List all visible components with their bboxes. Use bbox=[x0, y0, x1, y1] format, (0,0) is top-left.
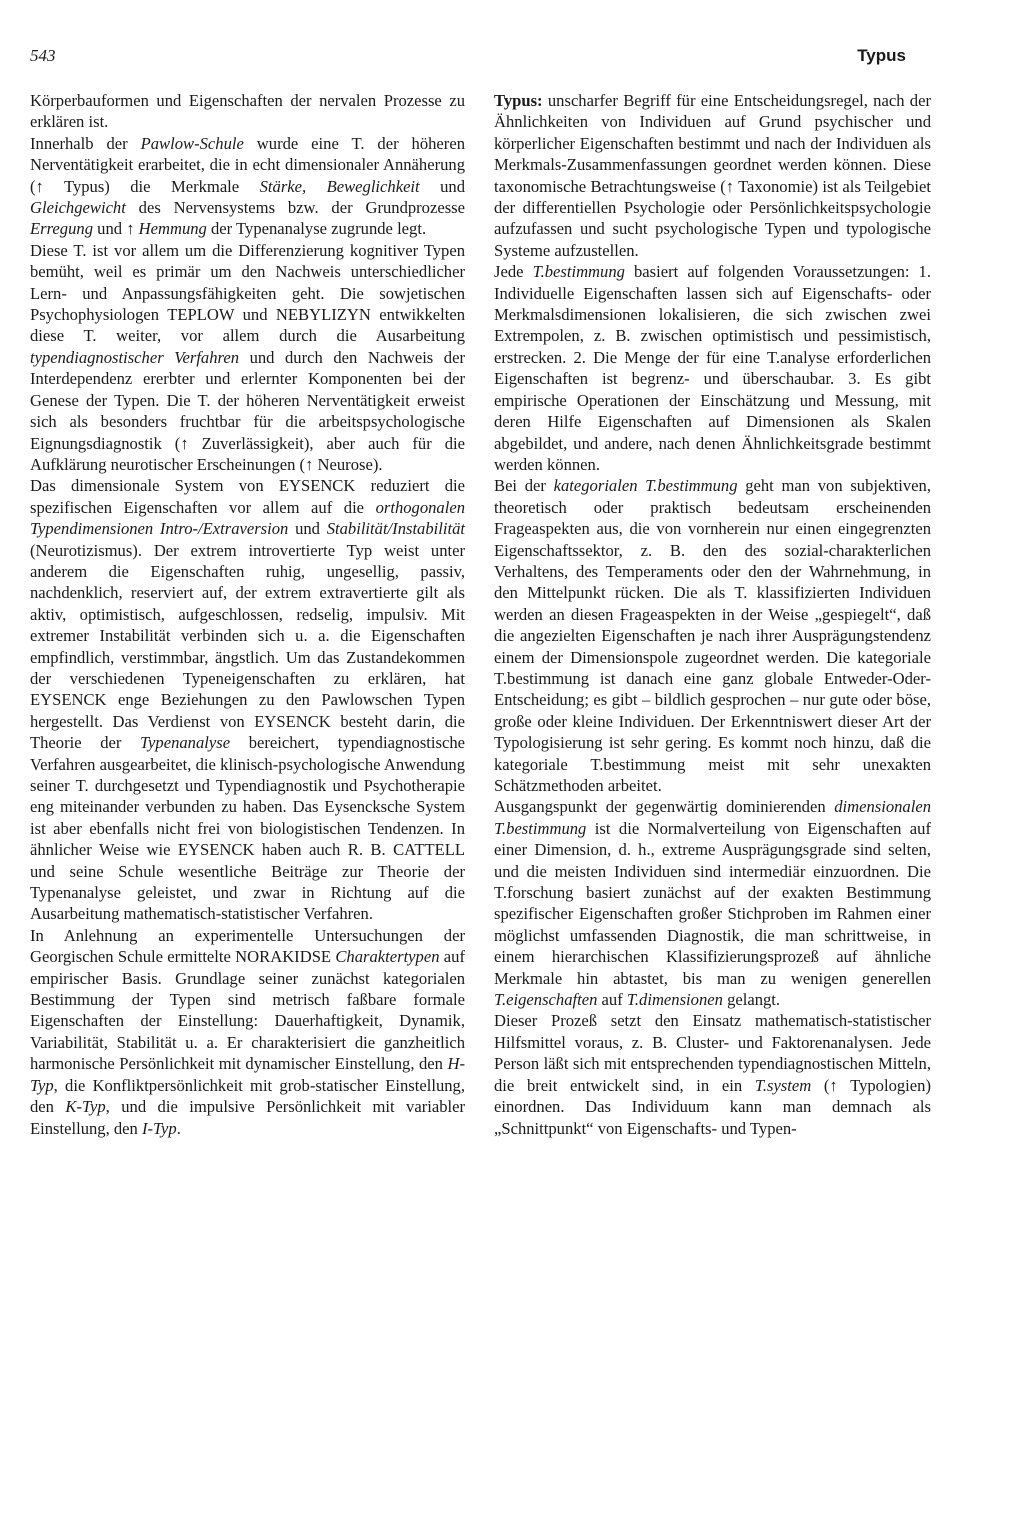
text-run: Diese T. ist vor allem um die Differenzierung kognitiver Typen bemüht, weil es primär um den Nachweis unterschiedlicher Lern- und Anpassungsfähigkeiten geht. Die sowjetischen Psychophysiologen TEPLOW und NEBYLIZYN entwikkelten diese T. weiter, vor allem durch die Ausarbeitung bbox=[30, 240, 465, 346]
italic-term: T.eigenschaften bbox=[494, 990, 598, 1010]
text-run: . bbox=[176, 1118, 181, 1138]
italic-term: T.dimensionen bbox=[626, 990, 723, 1010]
text-run: bereichert, typendiagnostische Verfahren ausgearbeitet, die klinisch-psychologische Anwendung seiner T. durchgesetzt und Typendiagnostik und Psychotherapie eng miteinander verbunden zu haben. Das Eysencksche System ist aber ebenfalls nicht frei von biologistischen Tendenzen. In ähnlicher Weise wie EYSENCK haben auch R. B. CATTELL und seine Schule wesentliche Beiträge zur Theorie der Typenanalyse geleistet, und zwar in Richtung auf die Ausarbeitung mathematisch-statistischer Verfahren. bbox=[30, 733, 465, 924]
italic-term: K-Typ bbox=[65, 1097, 106, 1117]
paragraph bbox=[494, 796, 931, 1010]
paragraph bbox=[494, 90, 931, 261]
paragraph bbox=[30, 475, 465, 925]
paragraph bbox=[30, 925, 465, 1139]
text-run: auf bbox=[597, 990, 627, 1010]
text-run: Das dimensionale System von EYSENCK reduziert die spezifischen Eigenschaften vor allem auf die bbox=[30, 476, 465, 517]
text-run: und durch den Nachweis der Interdependenz ererbter und erlernter Komponenten bei der Genese der Typen. Die T. der höheren Nerventätigkeit erweist sich als besonders fruchtbar für die arbeitspsychologische Eignungsdiagnostik (↑ Zuverlässigkeit), aber auch für die Aufklärung neurotischer Erscheinungen (↑ Neurose). bbox=[30, 347, 465, 474]
italic-term: Stabilität/Instabilität bbox=[326, 519, 465, 539]
text-run: und bbox=[288, 519, 327, 539]
text-run: Bei der bbox=[494, 476, 554, 496]
text-run: , die Konfliktpersönlichkeit mit grob-statischer Einstellung, den bbox=[30, 1075, 465, 1117]
italic-term: Erregung bbox=[30, 219, 93, 239]
italic-term: typendiagnostischer Verfahren bbox=[30, 347, 240, 367]
text-run: Dieser Prozeß setzt den Einsatz mathematisch-statistischer Hilfsmittel voraus, z. B. Cluster- und Faktorenanalysen. Jede Person läßt sich mit entsprechenden typendiagnostischen Mitteln, die breit entwickelt sind, in ein bbox=[494, 1011, 931, 1095]
italic-term: I-Typ bbox=[142, 1118, 177, 1138]
text-run: und ↑ bbox=[93, 219, 139, 239]
entry-term: Typus: bbox=[494, 91, 543, 110]
page-number: 543 bbox=[30, 46, 56, 65]
running-head: Typus bbox=[857, 46, 906, 65]
text-run: wurde eine T. der höheren Nerventätigkeit erarbeitet, die in echt dimensionaler Annäherung (↑ Typus) die Merkmale bbox=[30, 133, 465, 196]
text-run: Ausgangspunkt der gegenwärtig dominierenden bbox=[494, 797, 835, 817]
text-run: In Anlehnung an experimentelle Untersuchungen der Georgischen Schule ermittelte NORAKIDSE bbox=[30, 925, 465, 967]
italic-term: Stärke, Beweglichkeit bbox=[259, 176, 420, 196]
text-run: Innerhalb der bbox=[30, 133, 141, 153]
italic-term: T.system bbox=[754, 1075, 812, 1095]
text-run: unscharfer Begriff für eine Entscheidungsregel, nach der Ähnlichkeiten von Individuen auf Grund psychischer und körperlicher Eigenschaften bestimmt und nach der Individuen als Merkmals-Zusammenfassungen geordnet werden können. Diese taxonomische Betrachtungsweise (↑ Taxonomie) ist als Teilgebiet der differentiellen Psychologie oder Persönlichkeitspsychologie aufzufassen und sucht psychologische Typen und typologische Systeme aufzustellen. bbox=[494, 91, 931, 260]
italic-term: Hemmung bbox=[138, 219, 207, 239]
text-run: (Neurotizismus). Der extrem introvertierte Typ weist unter anderem die Eigenschaften ruhig, ungesellig, passiv, nachdenklich, reserviert auf, der extrem extravertierte gilt als aktiv, optimistisch, aufgeschlossen, redselig, impulsiv. Mit extremer Instabilität verbinden sich u. a. die Eigenschaften empfindlich, verstimmbar, ängstlich. Um das Zustandekommen der verschiedenen Typeneigenschaften zu erklären, hat EYSENCK enge Beziehungen zu den Pawlowschen Typen hergestellt. Das Verdienst von EYSENCK besteht darin, die Theorie der bbox=[30, 540, 465, 753]
right-column bbox=[494, 90, 931, 1139]
text-run: ist die Normalverteilung von Eigenschaften auf einer Dimension, d. h., extreme Ausprägungsgrade sind selten, und die meisten Individuen sind intermediär einzuordnen. Die T.forschung basiert zunächst auf der exakten Bestimmung spezifischer Eigenschaften großer Stichproben im Rahmen einer möglichst umfassenden Diagnostik, die man schrittweise, in einem hierarchischen Klassifizierungsprozeß auf ähnliche Merkmale hin abtastet, bis man zu wenigen generellen bbox=[494, 818, 931, 988]
text-run: geht man von subjektiven, theoretisch oder praktisch bedeutsam erscheinenden Frageaspekten aus, die von vornherein nur einen eingegrenzten Eigenschaftssektor, z. B. den des sozial-charakterlichen Verhaltens, des Temperaments oder den der Wahrnehmung, in den Mittelpunkt rücken. Die als T. klassifizierten Individuen werden an diesen Frageaspekten in der Weise „gespiegelt“, daß die angezielten Eigenschaften je nach ihrer Ausprägungstendenz einem der Dimensionspole zugeordnet werden. Die kategoriale T.bestimmung ist danach eine ganz globale Entweder-Oder-Entscheidung; es gibt – bildlich gesprochen – nur gute oder böse, große oder kleine Individuen. Der Erkenntniswert dieser Art der Typologisierung ist sehr gering. Es kommt noch hinzu, daß die kategoriale T.bestimmung meist mit sehr unexakten Schätzmethoden arbeitet. bbox=[494, 476, 931, 795]
text-run: (↑ Typologien) einordnen. Das Individuum kann man demnach als „Schnittpunkt“ von Eigenschafts- und Typen- bbox=[494, 1075, 931, 1138]
italic-term: dimensionalen T.bestimmung bbox=[494, 797, 931, 838]
paragraph bbox=[494, 475, 931, 796]
italic-term: Charaktertypen bbox=[335, 947, 440, 967]
text-run: basiert auf folgenden Voraussetzungen: 1. Individuelle Eigenschaften lassen sich auf Eigenschafts- oder Merkmalsdimensionen lokalisieren, die sich zwischen zwei Extrempolen, z. B. zwischen optimistisch und pessimistisch, erstrecken. 2. Die Menge der für eine T.analyse erforderlichen Eigenschaften ist begrenz- und überschaubar. 3. Es gibt empirische Operationen der Einschätzung und Messung, mit deren Hilfe Eigenschaften auf Dimensionen als Skalen abgebildet, und andere, nach denen Ähnlichkeitsgrade bestimmt werden können. bbox=[494, 262, 932, 474]
text-run: auf empirischer Basis. Grundlage seiner zunächst kategorialen Bestimmung der Typen sind metrisch faßbare formale Eigenschaften der Einstellung: Dauerhaftigkeit, Dynamik, Variabilität, Stabilität u. a. Er charakterisiert die ganzheitlich harmonische Persönlichkeit mit dynamischer Einstellung, den bbox=[30, 947, 465, 1074]
text-run: , und die impulsive Persönlichkeit mit variabler Einstellung, den bbox=[30, 1097, 465, 1138]
text-run: des Nervensystems bzw. der Grundprozesse bbox=[125, 198, 465, 218]
left-column bbox=[30, 90, 465, 1139]
text-run: Jede bbox=[494, 262, 533, 282]
text-run: der Typenanalyse zugrunde legt. bbox=[206, 219, 427, 239]
italic-term: Pawlow-Schule bbox=[140, 133, 244, 153]
italic-term: kategorialen T.bestimmung bbox=[553, 476, 738, 496]
italic-term: Typenanalyse bbox=[140, 733, 231, 753]
italic-term: T.bestimmung bbox=[532, 262, 625, 282]
paragraph bbox=[30, 240, 465, 475]
italic-term: orthogonalen Typendimensionen Intro-/Extraversion bbox=[30, 497, 465, 539]
paragraph bbox=[494, 261, 931, 475]
text-run: und bbox=[419, 176, 465, 196]
text-run: gelangt. bbox=[722, 990, 781, 1010]
italic-term: Gleichgewicht bbox=[30, 198, 126, 218]
paragraph bbox=[30, 90, 465, 133]
text-run: Körperbauformen und Eigenschaften der nervalen Prozesse zu erklären ist. bbox=[30, 91, 465, 132]
paragraph bbox=[30, 133, 465, 240]
italic-term: H-Typ bbox=[30, 1054, 465, 1095]
paragraph bbox=[494, 1010, 931, 1138]
